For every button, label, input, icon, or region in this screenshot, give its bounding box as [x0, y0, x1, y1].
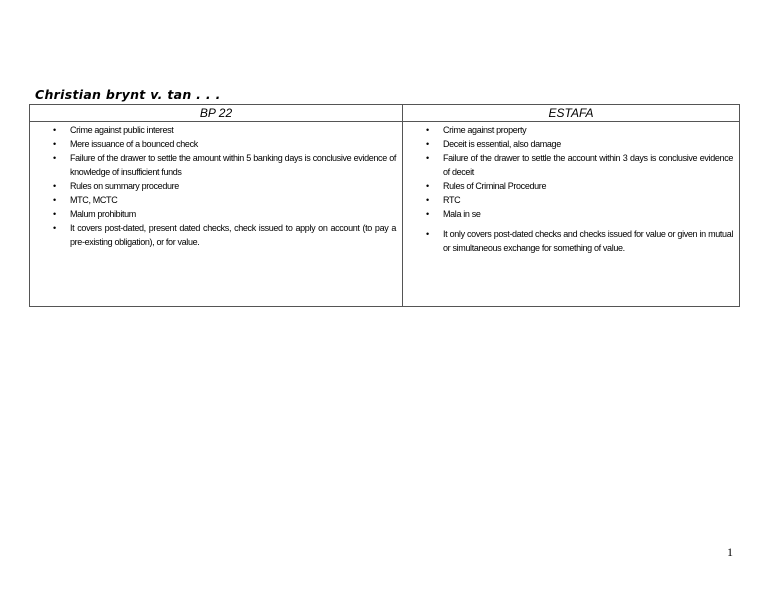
estafa-header: ESTAFA	[403, 105, 739, 122]
bp22-header: BP 22	[30, 105, 402, 122]
bullet-icon: •	[426, 209, 429, 219]
list-item: • Crime against property	[426, 125, 527, 135]
list-item: • It covers post-dated, present dated checks, check issued to apply on account (to pay a pre-existing obligation), or for value.	[53, 223, 396, 247]
comparison-table	[29, 104, 740, 307]
bp22-column	[30, 105, 403, 306]
document-title: Christian brynt v. tan . . .	[35, 87, 221, 102]
bullet-icon: •	[426, 195, 429, 205]
bullet-icon: •	[53, 209, 56, 219]
bullet-icon: •	[53, 223, 56, 233]
list-item: • Failure of the drawer to settle the amount within 5 banking days is conclusive evidence of knowledge of insufficient funds	[53, 153, 396, 177]
bullet-icon: •	[53, 181, 56, 191]
bullet-icon: •	[426, 139, 429, 149]
list-item: • Failure of the drawer to settle the account within 3 days is conclusive evidence of deceit	[426, 153, 733, 177]
bullet-icon: •	[426, 229, 429, 239]
list-item: • Crime against public interest	[53, 125, 174, 135]
list-item: • Malum prohibitum	[53, 209, 136, 219]
list-item: • MTC, MCTC	[53, 195, 118, 205]
bullet-icon: •	[53, 195, 56, 205]
bullet-icon: •	[426, 125, 429, 135]
bullet-icon: •	[53, 125, 56, 135]
estafa-column	[403, 105, 739, 306]
list-item: • RTC	[426, 195, 461, 205]
bp22-list	[30, 122, 402, 249]
bullet-icon: •	[53, 153, 56, 163]
bullet-icon: •	[426, 153, 429, 163]
list-item: • Rules of Criminal Procedure	[426, 181, 547, 191]
list-item: • Deceit is essential, also damage	[426, 139, 561, 149]
list-item: • Mere issuance of a bounced check	[53, 139, 198, 149]
bullet-icon: •	[53, 139, 56, 149]
list-item: • Mala in se	[426, 209, 481, 219]
page-number: 1	[727, 545, 733, 559]
list-item: • Rules on summary procedure	[53, 181, 179, 191]
estafa-list	[403, 122, 739, 255]
bullet-icon: •	[426, 181, 429, 191]
list-item: • It only covers post-dated checks and checks issued for value or given in mutual or simultaneous exchange for something of value.	[426, 229, 733, 253]
